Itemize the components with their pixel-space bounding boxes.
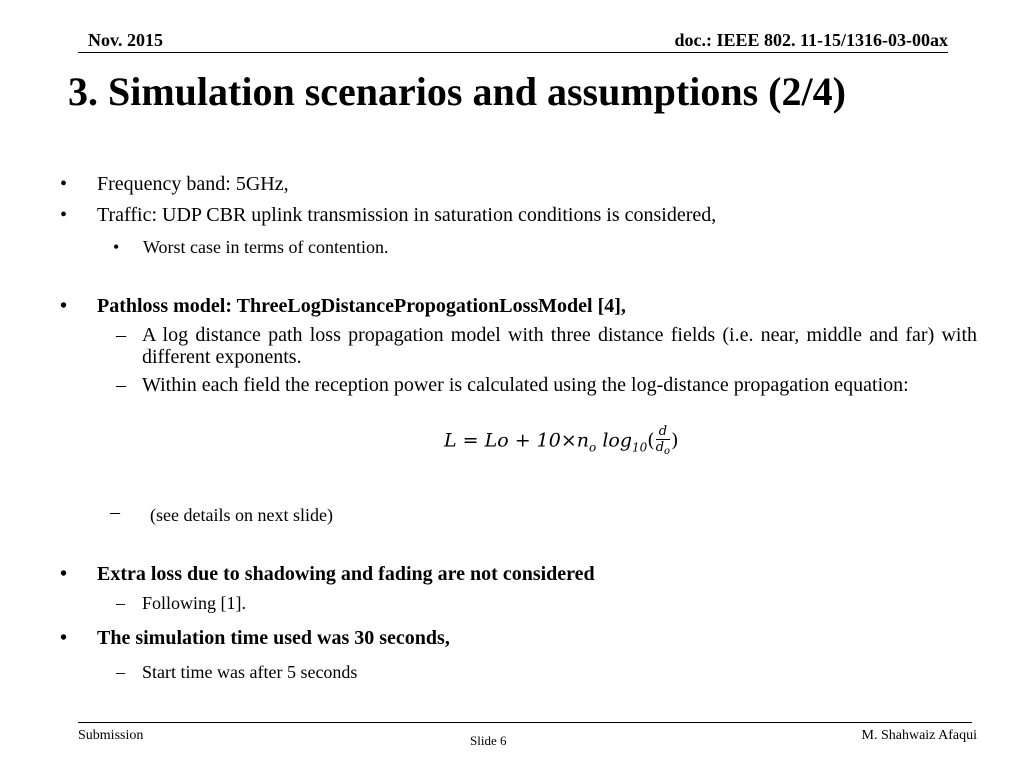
equation-log: log [602, 429, 632, 452]
footer-slide-number: Slide 6 [470, 733, 507, 748]
dash-marker: – [110, 501, 120, 523]
equation-n-subscript: o [589, 440, 597, 455]
bullet-text: Pathloss model: ThreeLogDistancePropogationLossModel [4], [97, 295, 626, 317]
pathloss-equation [444, 424, 678, 459]
fraction-denominator-subscript: o [664, 446, 671, 457]
subbullet-reception-power: Within each field the reception power is calculated using the log-distance propagation equation: [142, 374, 909, 396]
header-date: Nov. 2015 [88, 30, 164, 50]
footer-author: M. Shahwaiz Afaqui [861, 728, 977, 743]
times-symbol: × [560, 429, 577, 452]
bullet-text: Start time was after 5 seconds [142, 662, 358, 682]
dash-marker: – [116, 593, 125, 613]
slide-title: 3. Simulation scenarios and assumptions (2/4) [68, 69, 846, 114]
equation-lhs: L = Lo + 10 [444, 429, 561, 452]
bullet-text: Following [1]. [142, 593, 247, 613]
bullet-marker: • [60, 204, 68, 226]
subbullet-three-fields: A log distance path loss propagation model with three distance fields (i.e. near, middle and far) with different exponents. [142, 324, 977, 368]
bullet-text: The simulation time used was 30 seconds, [97, 627, 450, 649]
open-paren: ( [647, 429, 655, 452]
close-paren: ) [671, 429, 679, 452]
bullet-text: Traffic: UDP CBR uplink transmission in saturation conditions is considered, [97, 204, 717, 226]
bullet-text: (see details on next slide) [150, 505, 333, 525]
bullet-marker: • [60, 627, 68, 649]
bullet-marker: • [60, 295, 68, 317]
dash-marker: – [116, 662, 125, 682]
fraction-denominator [656, 440, 670, 459]
footer-divider [78, 722, 972, 723]
header-divider [78, 52, 948, 53]
bullet-marker: • [60, 563, 68, 585]
bullet-text: Extra loss due to shadowing and fading are not considered [97, 563, 595, 585]
equation-log-base: 10 [632, 440, 648, 455]
fraction-numerator: d [656, 424, 670, 440]
bullet-text: Worst case in terms of contention. [143, 237, 389, 257]
bullet-text: Frequency band: 5GHz, [97, 173, 289, 195]
dash-marker: – [116, 374, 126, 396]
bullet-marker: • [60, 173, 68, 195]
header-doc-id: doc.: IEEE 802. 11-15/1316-03-00ax [674, 30, 948, 50]
distance-fraction [656, 424, 670, 459]
dash-marker: – [116, 324, 126, 346]
fraction-denominator-d: d [655, 440, 665, 455]
footer-submission: Submission [78, 728, 144, 743]
equation-n: n [576, 429, 590, 452]
bullet-marker: • [113, 237, 120, 257]
